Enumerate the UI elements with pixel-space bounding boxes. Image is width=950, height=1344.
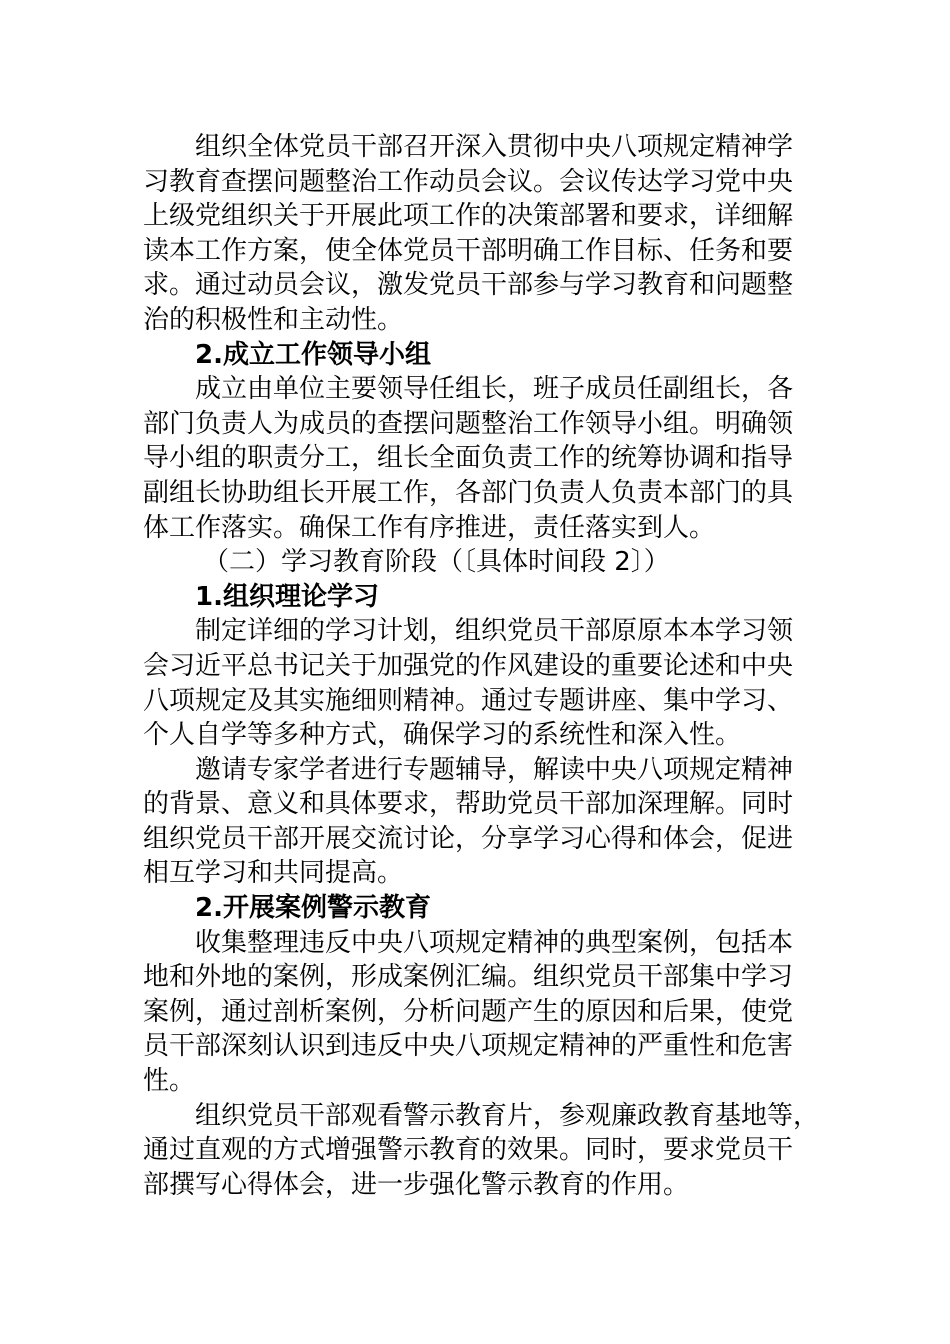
text-line: 八项规定及其实施细则精神。通过专题讲座、集中学习、	[143, 685, 794, 716]
text-line: 体工作落实。确保工作有序推进，责任落实到人。	[143, 512, 716, 543]
text-line: 地和外地的案例，形成案例汇编。组织党员干部集中学习	[143, 962, 794, 993]
text-line: 部门负责人为成员的查摆问题整治工作领导小组。明确领	[143, 408, 794, 439]
text-line: 成立由单位主要领导任组长，班子成员任副组长，各	[195, 374, 794, 405]
text-line: 邀请专家学者进行专题辅导，解读中央八项规定精神	[195, 754, 794, 785]
text-line: 性。	[143, 1066, 196, 1097]
text-line: 个人自学等多种方式，确保学习的系统性和深入性。	[143, 720, 742, 751]
text-line: 副组长协助组长开展工作，各部门负责人负责本部门的具	[143, 477, 794, 508]
text-line: 组织党员干部观看警示教育片，参观廉政教育基地等，	[195, 1100, 820, 1131]
text-line: 员干部深刻认识到违反中央八项规定精神的严重性和危害	[143, 1031, 794, 1062]
text-line: 治的积极性和主动性。	[143, 304, 404, 335]
document-body	[143, 130, 820, 1202]
document-page	[143, 130, 820, 1202]
text-line: 案例，通过剖析案例，分析问题产生的原因和后果，使党	[143, 996, 794, 1027]
text-line: 相互学习和共同提高。	[143, 858, 404, 889]
text-line: 组织全体党员干部召开深入贯彻中央八项规定精神学	[195, 132, 794, 162]
text-line: （二）学习教育阶段（〔具体时间段 2〕）	[203, 547, 670, 578]
text-line: 通过直观的方式增强警示教育的效果。同时，要求党员干	[143, 1135, 794, 1166]
text-line: 组织党员干部开展交流讨论，分享学习心得和体会，促进	[143, 823, 794, 854]
text-line: 的背景、意义和具体要求，帮助党员干部加深理解。同时	[143, 789, 794, 820]
text-line: 导小组的职责分工，组长全面负责工作的统筹协调和指导	[143, 443, 794, 474]
section-heading: 1.组织理论学习	[195, 581, 379, 612]
text-line: 习教育查摆问题整治工作动员会议。会议传达学习党中央	[143, 166, 794, 197]
section-heading: 2.成立工作领导小组	[195, 339, 431, 370]
text-line: 读本工作方案，使全体党员干部明确工作目标、任务和要	[143, 235, 794, 266]
text-line: 会习近平总书记关于加强党的作风建设的重要论述和中央	[143, 650, 794, 681]
text-line: 收集整理违反中央八项规定精神的典型案例，包括本	[195, 927, 794, 958]
text-line: 上级党组织关于开展此项工作的决策部署和要求，详细解	[143, 201, 794, 232]
text-line: 制定详细的学习计划，组织党员干部原原本本学习领	[195, 616, 794, 647]
text-line: 求。通过动员会议，激发党员干部参与学习教育和问题整	[143, 270, 794, 301]
section-heading: 2.开展案例警示教育	[195, 893, 431, 924]
text-line: 部撰写心得体会，进一步强化警示教育的作用。	[143, 1169, 690, 1200]
